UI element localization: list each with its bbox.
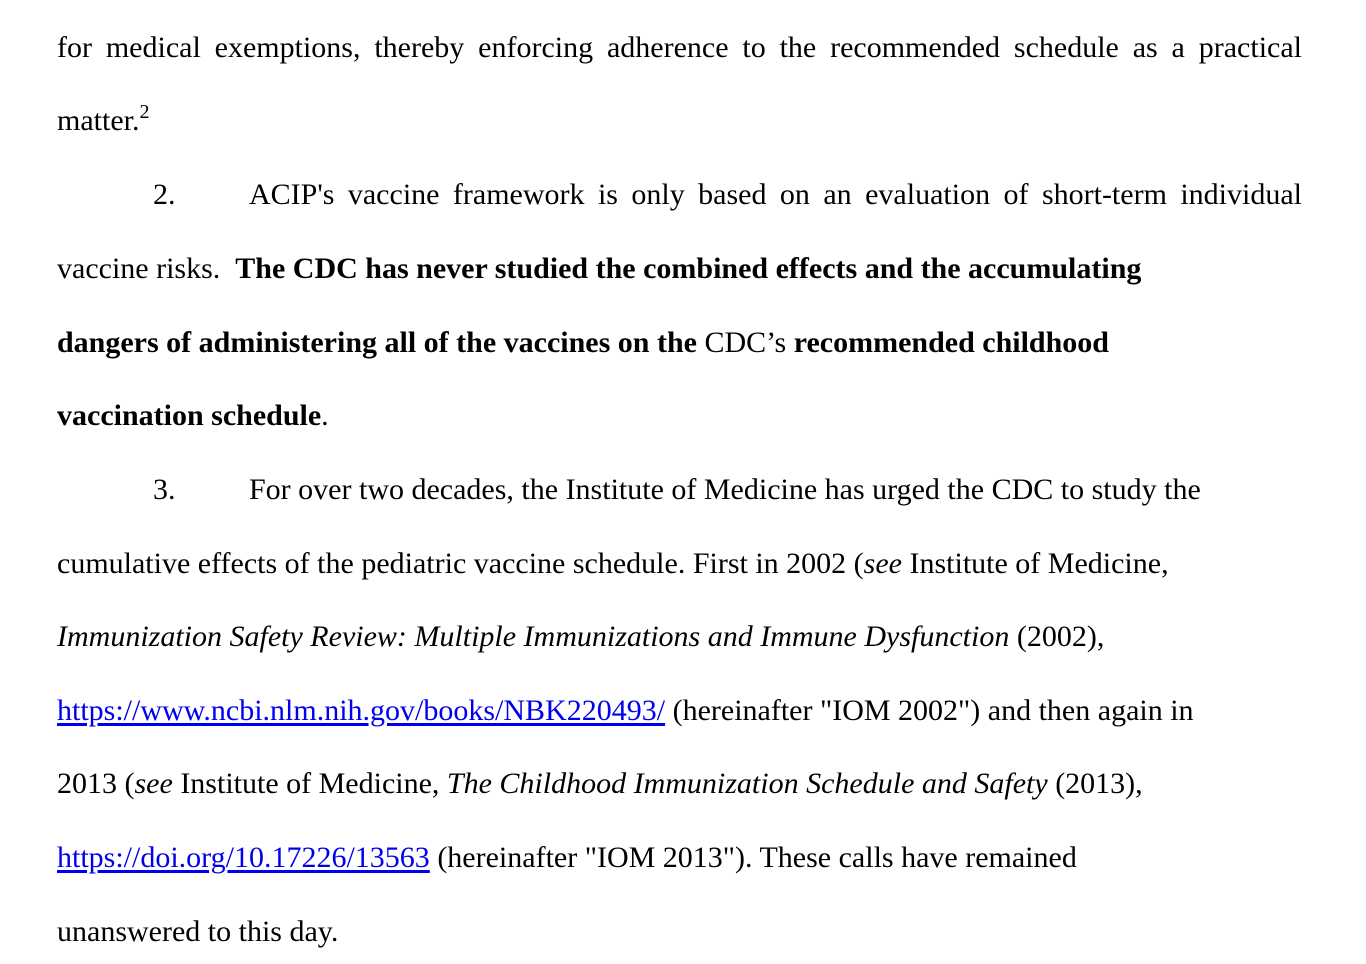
paragraph-3-line-4 (57, 693, 1194, 729)
paragraph-2-line-1-text: ACIP's vaccine framework is only based on an evaluation of short-term individual (249, 178, 1302, 211)
iom-2013-title: The Childhood Immunization Schedule and Safety (446, 767, 1048, 800)
paragraph-1-line-2-text: matter. (57, 104, 140, 137)
paragraph-3-line-2-b: Institute of Medicine, (909, 547, 1169, 580)
paragraph-2-line-2-bold: The CDC has never studied the combined effects and the accumulating (235, 252, 1142, 285)
paragraph-3-line-3-year: (2002), (1016, 620, 1105, 653)
paragraph-2-line-2-plain: vaccine risks. (57, 252, 221, 285)
iom-2002-link[interactable]: https://www.ncbi.nlm.nih.gov/books/NBK220493/ (57, 694, 666, 727)
paragraph-3-line-2 (57, 546, 1169, 582)
paragraph-2-line-4 (57, 398, 329, 434)
paragraph-3-line-3 (57, 619, 1104, 655)
paragraph-2-line-3 (57, 325, 1109, 361)
paragraph-3-line-1 (57, 472, 1201, 508)
paragraph-1-line-1-text: for medical exemptions, thereby enforcing adherence to the recommended schedule as a practical (57, 31, 1302, 64)
paragraph-2-line-3-plain: CDC’s (704, 326, 787, 359)
paragraph-3-line-7 (57, 914, 338, 950)
paragraph-1-line-1 (57, 30, 1302, 66)
paragraph-3-line-6-rest: (hereinafter "IOM 2013"). These calls have remained (437, 841, 1077, 874)
iom-2002-title: Immunization Safety Review: Multiple Immunizations and Immune Dysfunction (57, 620, 1010, 653)
paragraph-3-line-5-year: (2013), (1055, 767, 1143, 800)
iom-2013-link[interactable]: https://doi.org/10.17226/13563 (57, 841, 430, 874)
paragraph-2-line-1 (57, 177, 1302, 213)
paragraph-3-line-5 (57, 766, 1143, 802)
paragraph-3-line-7-text: unanswered to this day. (57, 915, 339, 948)
paragraph-2-number: 2. (153, 178, 176, 211)
paragraph-3-line-5-see: see (134, 767, 173, 800)
paragraph-3-line-5-a: 2013 ( (57, 767, 135, 800)
paragraph-2-line-4-end: . (321, 399, 329, 432)
paragraph-2-line-3-bold-a: dangers of administering all of the vaccines on the (57, 326, 697, 359)
paragraph-3-line-4-rest: (hereinafter "IOM 2002") and then again in (672, 694, 1194, 727)
paragraph-3-line-6 (57, 840, 1077, 876)
paragraph-3-number: 3. (153, 473, 176, 506)
paragraph-2-line-4-bold: vaccination schedule (57, 399, 322, 432)
paragraph-3-line-2-a: cumulative effects of the pediatric vaccine schedule. First in 2002 ( (57, 547, 864, 580)
paragraph-2-line-3-bold-b: recommended childhood (793, 326, 1109, 359)
footnote-reference[interactable]: 2 (139, 101, 150, 123)
paragraph-3-line-5-b: Institute of Medicine, (180, 767, 440, 800)
paragraph-3-line-1-text: For over two decades, the Institute of Medicine has urged the CDC to study the (249, 473, 1201, 506)
paragraph-2-line-2 (57, 251, 1141, 287)
paragraph-3-line-2-see: see (863, 547, 902, 580)
paragraph-1-line-2 (57, 103, 149, 139)
